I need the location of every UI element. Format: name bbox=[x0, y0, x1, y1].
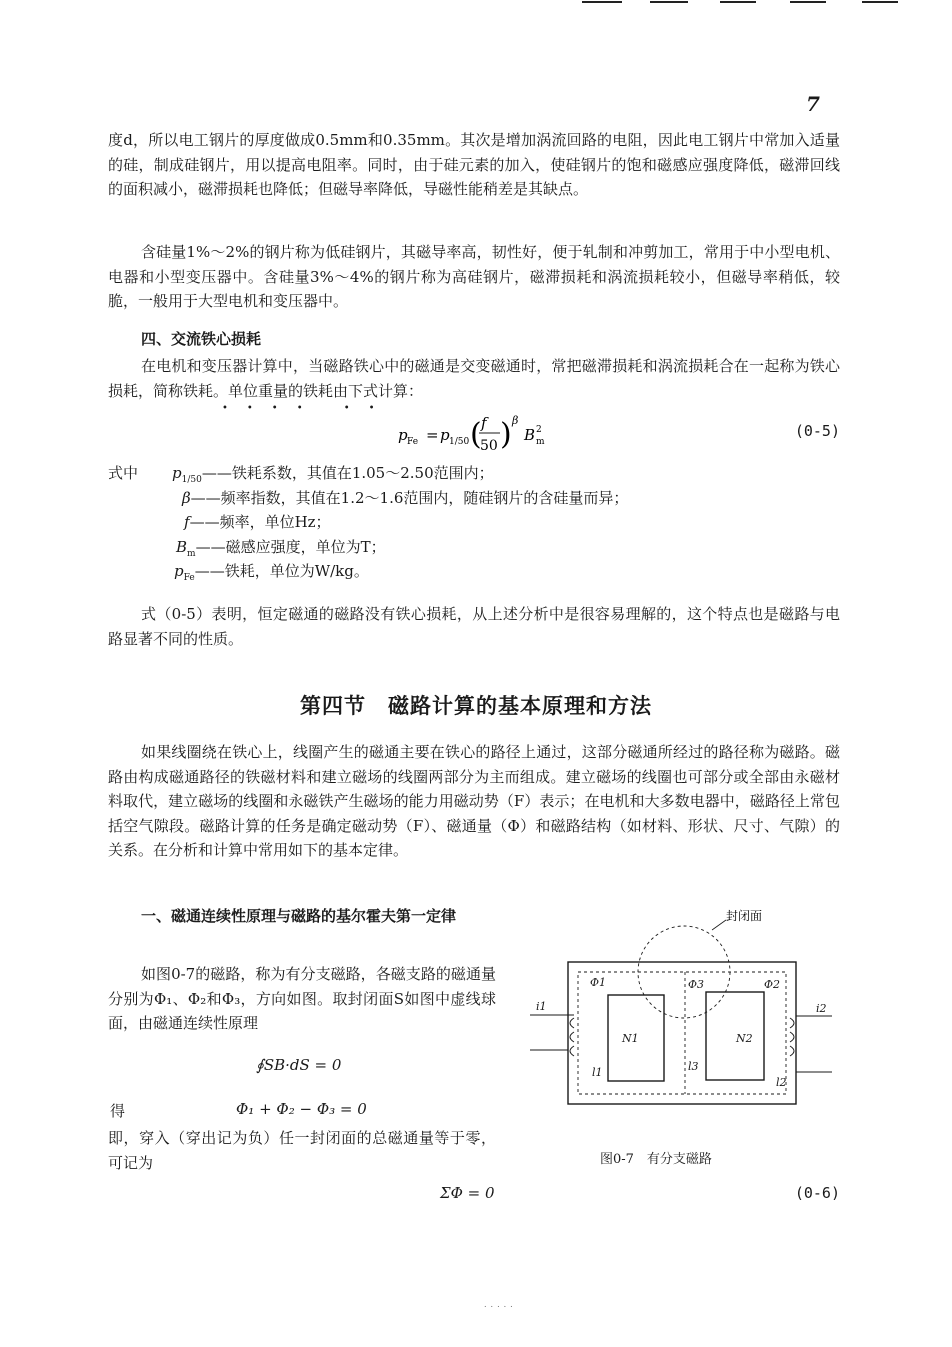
eq-paren-right: ) bbox=[500, 417, 512, 452]
equation-number-0-5: (0-5) bbox=[794, 422, 840, 440]
def-text: ——铁耗系数，其值在1.05～2.50范围内； bbox=[201, 464, 494, 482]
definition-row bbox=[108, 510, 628, 535]
section-heading: 第四节 磁路计算的基本原理和方法 bbox=[300, 693, 652, 718]
label-i1: i1 bbox=[536, 1000, 547, 1013]
eq-den: 50 bbox=[480, 438, 498, 454]
eq-b: B bbox=[524, 426, 536, 444]
equation-number-0-6: (0-6) bbox=[794, 1184, 840, 1202]
paragraph-constant-flux: 式（0-5）表明，恒定磁通的磁路没有铁心损耗，从上述分析中是很容易理解的，这个特点也是磁路与电路显著不同的性质。 bbox=[108, 605, 840, 648]
pointer-closed-surface bbox=[712, 920, 726, 930]
paragraph-total-flux: 即，穿入（穿出记为负）任一封闭面的总磁通量等于零，可记为 bbox=[108, 1129, 496, 1172]
equation-closed-integral: ∮SB·dS = 0 bbox=[256, 1056, 342, 1074]
equation-flux-sum: Φ₁ + Φ₂ − Φ₃ = 0 bbox=[236, 1100, 367, 1118]
eq-num: f bbox=[481, 414, 487, 432]
def-symbol: f bbox=[184, 513, 190, 531]
label-phi3: Φ3 bbox=[688, 978, 705, 991]
eq-exp: β bbox=[512, 414, 519, 427]
top-rule bbox=[650, 1, 688, 3]
eq-coef-sub: 1/50 bbox=[449, 437, 470, 447]
paragraph-silicon-steel: 度d，所以电工钢片的厚度做成0.5mm和0.35mm。其次是增加涡流回路的电阻，因此电工钢片中常加入适量的硅，制成硅钢片，用以提高电阻率。同时，由于硅元素的加入，使硅钢片的饱和磁感应强度降低，磁滞回线的面积减小，磁滞损耗也降低；但磁导率降低，导磁性能稍差是其缺点。 bbox=[108, 131, 840, 198]
label-l3: l3 bbox=[688, 1060, 699, 1073]
definition-row bbox=[108, 461, 628, 486]
definition-row bbox=[108, 535, 628, 560]
equation-0-6: ΣΦ = 0 bbox=[440, 1184, 495, 1202]
eq-equals: = bbox=[426, 426, 439, 444]
eq-paren-left: ( bbox=[470, 417, 482, 452]
definition-row bbox=[108, 486, 628, 511]
label-i2: i2 bbox=[816, 1002, 827, 1015]
equation-0-5 bbox=[396, 410, 596, 462]
def-text: ——频率，单位Hz； bbox=[189, 513, 331, 531]
top-rule bbox=[862, 1, 898, 3]
paragraph-silicon-content: 含硅量1%～2%的钢片称为低硅钢片，其磁导率高，韧性好，便于轧制和冲剪加工，常用于中小型电机、电器和小型变压器中。含硅量3%～4%的钢片称为高硅钢片，磁滞损耗和涡流损耗较小，但磁导率稍低，较脆，一般用于大型电机和变压器中。 bbox=[108, 243, 840, 310]
label-phi1: Φ1 bbox=[590, 976, 607, 989]
top-rule bbox=[720, 1, 756, 3]
top-rule bbox=[790, 1, 826, 3]
label-closed-surface: 封闭面 bbox=[726, 909, 763, 923]
top-rule bbox=[582, 1, 622, 3]
de-label: 得 bbox=[110, 1102, 126, 1120]
subheading-ac-core-loss: 四、交流铁心损耗 bbox=[141, 330, 262, 348]
label-n1: N1 bbox=[622, 1032, 639, 1045]
def-symbol: $p_{1/50}$ bbox=[172, 464, 202, 485]
def-text: ——频率指数，其值在1.2～1.6范围内，随硅钢片的含硅量而异； bbox=[190, 488, 629, 507]
eq-lhs: p bbox=[398, 426, 408, 444]
core-window-right bbox=[706, 992, 764, 1080]
eq-b-sup: 2 bbox=[536, 425, 542, 435]
def-text: ——磁感应强度，单位为T； bbox=[195, 537, 386, 556]
label-n2: N2 bbox=[736, 1032, 753, 1045]
emphasis-dots: •••• •• bbox=[222, 403, 394, 414]
scan-marks: ..... bbox=[484, 1300, 517, 1309]
subheading-flux-continuity: 一、磁通连续性原理与磁路的基尔霍夫第一定律 bbox=[141, 907, 457, 925]
eq-b-sub: m bbox=[536, 437, 545, 447]
definition-row bbox=[108, 559, 628, 584]
page-number: 7 bbox=[806, 92, 820, 116]
figure-branched-magnetic-circuit bbox=[520, 900, 840, 1140]
label-l1: l1 bbox=[592, 1066, 603, 1079]
label-l2: l2 bbox=[776, 1076, 787, 1089]
figure-caption: 图0-7 有分支磁路 bbox=[600, 1152, 712, 1167]
eq-lhs-sub: Fe bbox=[407, 437, 419, 447]
symbol-definitions bbox=[108, 461, 628, 584]
definitions-lead: 式中 bbox=[108, 464, 139, 482]
eq-coef: p bbox=[440, 426, 450, 444]
paragraph-magnetic-circuit: 如果线圈绕在铁心上，线圈产生的磁通主要在铁心的路径上通过，这部分磁通所经过的路径称为磁路。磁路由构成磁通路径的铁磁材料和建立磁场的线圈两部分为主而组成。建立磁场的线圈也可部分或全部由永磁材料取代，建立磁场的线圈和永磁铁产生磁场的能力用磁动势（F）表示；在电机和大多数电器中，磁路径上常包括空气隙段。磁路计算的任务是确定磁动势（F）、磁通量（Φ）和磁路结构（如材料、形状、尺寸、气隙）的关系。在分析和计算中常用如下的基本定律。 bbox=[108, 743, 840, 859]
mean-path-outer bbox=[578, 972, 786, 1094]
label-phi2: Φ2 bbox=[764, 978, 781, 991]
equation-0-5-graphic bbox=[396, 410, 596, 458]
def-symbol: $B_m$ bbox=[176, 537, 196, 559]
paragraph-core-loss: 在电机和变压器计算中，当磁路铁心中的磁通是交变磁通时，常把磁滞损耗和涡流损耗合在一起称为铁心损耗，简称铁耗。单位重量的铁耗由下式计算： bbox=[108, 357, 840, 400]
def-text: ——铁耗，单位为W/kg。 bbox=[194, 562, 369, 580]
paragraph-branched-circuit: 如图0-7的磁路，称为有分支磁路，各磁支路的磁通量分别为Φ₁、Φ₂和Φ₃，方向如图。取封闭面S如图中虚线球面，由磁通连续性原理 bbox=[108, 965, 496, 1032]
def-symbol: β bbox=[182, 488, 191, 507]
def-symbol: $p_{Fe}$ bbox=[174, 562, 195, 583]
